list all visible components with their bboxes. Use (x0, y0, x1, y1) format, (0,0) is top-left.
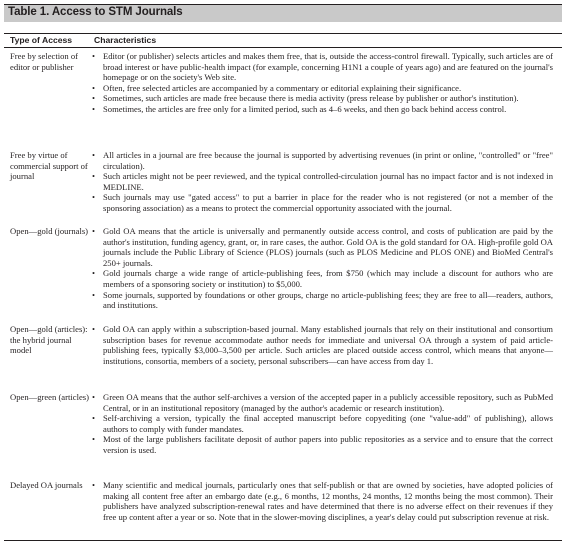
characteristic-text: Gold OA can apply within a subscription-based journal. Many established journals that rely on their institutional and consortium subscription bases for revenue accommodate author needs for immediate and universal OA through a system of paid article-publishing fees, typically $3,000–3,500 per article. Such articles are placed outside access control, which means that anyone—institutions, consortia, members of a society, personal subscribers—can have access from day 1. (103, 324, 553, 366)
characteristic-text: Gold OA means that the article is universally and permanently outside access control, and costs of publication are paid by the author's institution, funding agency, grant, or, in rare cases, the author. Gold OA is the gold standard for OA. High-profile gold OA journals include the Public Library of Science (PLOS) journals (such as PLOS Medicine and PLOS ONE) and BioMed Central's 250+ journals. (103, 226, 553, 268)
characteristic-text: Often, free selected articles are accompanied by a commentary or editorial explaining their significance. (103, 82, 462, 93)
bullet-icon: • (92, 51, 96, 61)
characteristic-text: Gold journals charge a wide range of article-publishing fees, from $750 (which may include a discount for authors who are members of a sponsoring society or institution) to $5,000. (103, 268, 553, 289)
access-type-cell: Open—green (articles) (10, 392, 89, 402)
bullet-icon: • (92, 192, 96, 203)
bullet-icon: • (92, 392, 96, 402)
bullet-icon: • (92, 82, 96, 93)
list-item (91, 290, 553, 311)
list-item (91, 83, 553, 94)
characteristic-text: Some journals, supported by foundations or other groups, charge no article-publishing fees; they are free to all—readers, authors, and institutions. (103, 289, 553, 311)
bullet-icon: • (92, 150, 96, 160)
access-type-cell: Free by selection of editor or publisher (10, 51, 79, 72)
characteristics-list (91, 51, 553, 115)
characteristic-text: Sometimes, the articles are free only for a limited period, such as 4–6 weeks, and then go back behind access control. (103, 103, 507, 114)
header-characteristics: Characteristics (94, 35, 157, 45)
table-title: Table 1. Access to STM Journals (8, 6, 183, 18)
header-type-of-access: Type of Access (10, 35, 73, 45)
bullet-icon: • (92, 413, 96, 424)
characteristics-list (91, 324, 553, 366)
list-item (91, 392, 553, 413)
list-item (91, 104, 553, 115)
list-item (91, 480, 553, 522)
characteristics-list (91, 392, 553, 456)
characteristics-list (91, 150, 553, 214)
characteristic-text: Sometimes, such articles are made free because there is media activity (press release by publisher or author's institution). (103, 93, 519, 104)
access-type-cell: Free by virtue of commercial support of journal (10, 150, 88, 182)
list-item (91, 226, 553, 268)
table-bottom-rule (4, 540, 562, 541)
characteristic-text: All articles in a journal are free because the journal is supported by advertising revenues (in print or online, "controlled" or "free" circulation). (103, 150, 553, 171)
access-type-cell: Delayed OA journals (10, 480, 83, 490)
bullet-icon: • (92, 268, 96, 279)
bullet-icon: • (92, 226, 96, 236)
list-item (91, 268, 553, 289)
characteristic-text: Such journals may use "gated access" to put a barrier in place for the reader who is not registered (or not a member of the sponsoring association) as a means to protect the commercial opportunity associated with the journal. (103, 192, 553, 213)
bullet-icon: • (92, 434, 96, 445)
bullet-icon: • (92, 324, 96, 334)
characteristic-text: Editor (or publisher) selects articles and makes them free, that is, outside the access-control firewall. Typically, such articles are of broad interest or have public-health impact (for example, concerning H1N1 a couple of years ago) and are featured on the journal's homepage or on the society's Web site. (103, 51, 553, 83)
bullet-icon: • (92, 93, 96, 104)
bullet-icon: • (92, 289, 96, 300)
list-item (91, 51, 553, 83)
characteristic-text: Many scientific and medical journals, particularly ones that self-publish or that are owned by societies, have adopted policies of making all content free after an embargo date (e.g., 6 months, 12 months, 24 months, 12 months being the most common). Their publishers have analyzed subscription-renewal rates and have determined that there is no adverse effect on their revenues if they free up content after a year or so. Note that in the slower-moving disciplines, a year's delay could put subscription revenue at risk. (103, 480, 553, 522)
bullet-icon: • (92, 480, 96, 490)
bullet-icon: • (92, 171, 96, 182)
characteristic-text: Green OA means that the author self-archives a version of the accepted paper in a publicly accessible repository, such as PubMed Central, or in an institutional repository (managed by the author's academic or research institution). (103, 392, 553, 413)
bullet-icon: • (92, 103, 96, 114)
characteristics-list (91, 226, 553, 311)
characteristics-list (91, 480, 553, 522)
table-title-bar (4, 4, 562, 22)
list-item (91, 171, 553, 192)
characteristic-text: Most of the large publishers facilitate deposit of author papers into public repositories as a service and to ensure that the correct version is used. (103, 434, 553, 455)
table-header-row (4, 33, 562, 48)
list-item (91, 192, 553, 213)
access-type-cell: Open—gold (articles): the hybrid journal model (10, 324, 88, 356)
list-item (91, 413, 553, 434)
list-item (91, 324, 553, 366)
list-item (91, 150, 553, 171)
list-item (91, 93, 553, 104)
characteristic-text: Self-archiving a version, typically the final accepted manuscript before copyediting (one "value-add" of publishing), allows authors to comply with funder mandates. (103, 413, 553, 434)
characteristic-text: Such articles might not be peer reviewed, and the typical controlled-circulation journal has no impact factor and is not indexed in MEDLINE. (103, 171, 553, 192)
list-item (91, 434, 553, 455)
access-type-cell: Open—gold (journals) (10, 226, 89, 236)
